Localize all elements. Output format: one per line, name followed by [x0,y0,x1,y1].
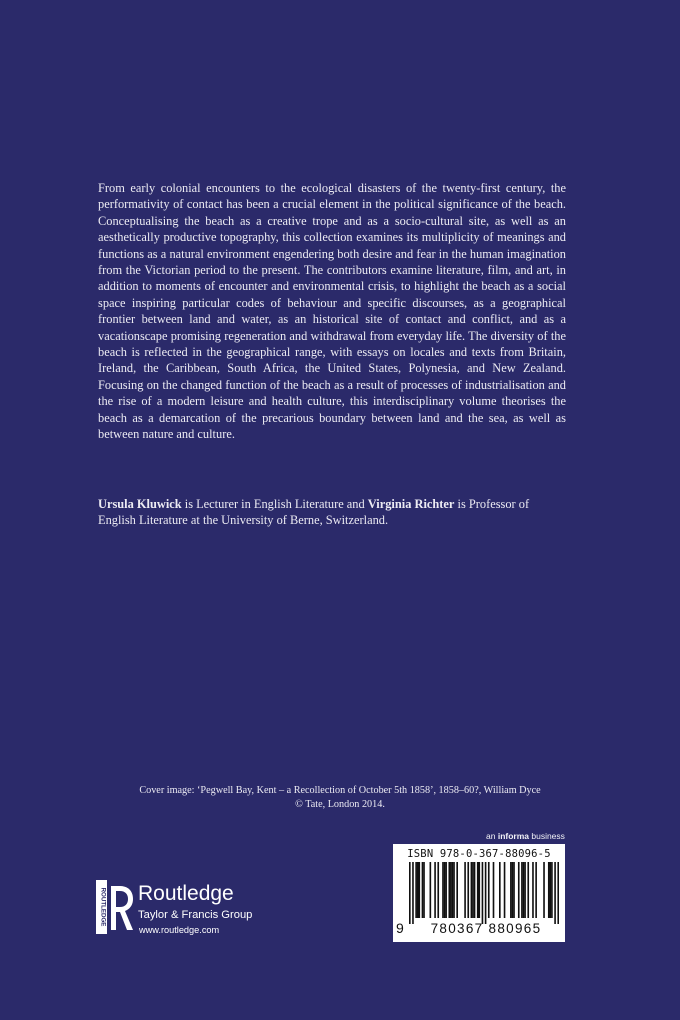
barcode-bars [409,862,559,924]
informa-suffix: business [529,831,565,841]
barcode-bar [488,862,490,918]
barcode-bar [521,862,523,918]
informa-prefix: an [486,831,498,841]
barcode-bar [523,862,525,918]
barcode-bar [513,862,515,918]
routledge-logo [96,880,296,940]
barcode-bar [535,862,537,918]
barcode-bar [409,862,411,924]
barcode-bar [412,862,414,924]
publisher-url[interactable]: www.routledge.com [139,925,220,935]
barcode-bar [450,862,452,918]
barcode-bar [445,862,447,918]
book-description: From early colonial encounters to the ecological disasters of the twenty-first century, the performativity of contact has been a crucial element in the political significance of the beach. Conceptualising the beach as a creative trope and as a socio-cultural site, as well as an aesthetically productive topography, this collection examines its multiplicity of meanings and functions as a natural environment engendering both desire and fear in the human imagination from the Victorian period to the present. The contributors examine literature, film, and art, in addition to moments of encounter and environmental crisis, to highlight the beach as a social space inspiring particular codes of behaviour and specific discourses, as a geographical frontier between land and water, as an historical site of contact and conflict, and as a vacationscape promising regeneration and withdrawal from everyday life. The diversity of the beach is reflected in the geographical range, with essays on locales and texts from Britain, Ireland, the Caribbean, South Africa, the United States, Polynesia, and New Zealand. Focusing on the changed function of the beach as a result of processes of industrialisation and the rise of a modern leisure and health culture, this interdisciplinary volume theorises the beach as a demarcation of the precarious boundary between land and the sea, as well as between nature and culture. [98,181,566,442]
isbn-label: ISBN 978-0-367-88096-5 [407,848,551,860]
barcode-bar [554,862,556,924]
cover-credit-line-2: © Tate, London 2014. [295,799,385,810]
barcode-bar [417,862,419,918]
barcode-bar [512,862,514,918]
editor-1-role: is Lecturer in English Literature and [181,497,368,511]
barcode-bar [448,862,450,918]
publisher-name: Routledge [138,882,234,905]
barcode-bar [518,862,520,918]
ean-digits: 780367 880965 [430,921,542,936]
barcode-bar [467,862,469,918]
barcode-bar [430,862,432,918]
barcode-bar [464,862,466,918]
barcode-bar [442,862,444,918]
barcode-bar [551,862,553,918]
informa-brand: informa [497,831,529,841]
barcode-bar [532,862,534,918]
cover-credit-line-1: Cover image: ‘Pegwell Bay, Kent – a Recollection of October 5th 1858’, 1858–60?, William Dyce [139,785,541,796]
editor-2-name: Virginia Richter [367,497,455,511]
barcode-bar [485,862,487,924]
barcode-bar [423,862,425,918]
barcode-bar [415,862,417,918]
editor-2-role: is Professor of English Literature at the University of Berne, Switzerland. [98,497,530,528]
barcode-bar [471,862,473,918]
barcode-bar [444,862,446,918]
barcode-bar [474,862,476,918]
logo-spine-text: ROUTLEDGE [99,887,107,927]
editor-1-name: Ursula Kluwick [98,497,182,511]
barcode-bar [557,862,559,924]
barcode-bar [548,862,550,918]
barcode-bar [437,862,439,918]
barcode-bar [422,862,424,918]
barcode-bar [418,862,420,918]
barcode-bar [482,862,484,924]
barcode-bar [477,862,479,918]
publisher-group: Taylor & Francis Group [138,909,253,921]
barcode-bar [550,862,552,918]
barcode-bar [452,862,454,918]
barcode-bar [493,862,495,918]
barcode-bar [527,862,529,918]
cover-image-credit [100,784,580,812]
barcode-bar [499,862,501,918]
barcode-bar [510,862,512,918]
informa-business-tag [486,831,565,841]
barcode-bar [543,862,545,918]
barcode-bar [504,862,506,918]
ean-prefix-digit: 9 [396,920,404,936]
barcode-bar [456,862,458,918]
barcode-bar [472,862,474,918]
barcode-bar [453,862,455,918]
barcode-bar [478,862,480,918]
isbn-barcode [393,844,565,942]
editors-bio [98,496,568,529]
routledge-emblem-icon [96,880,136,936]
barcode-bar [434,862,436,918]
barcode-bar [524,862,526,918]
